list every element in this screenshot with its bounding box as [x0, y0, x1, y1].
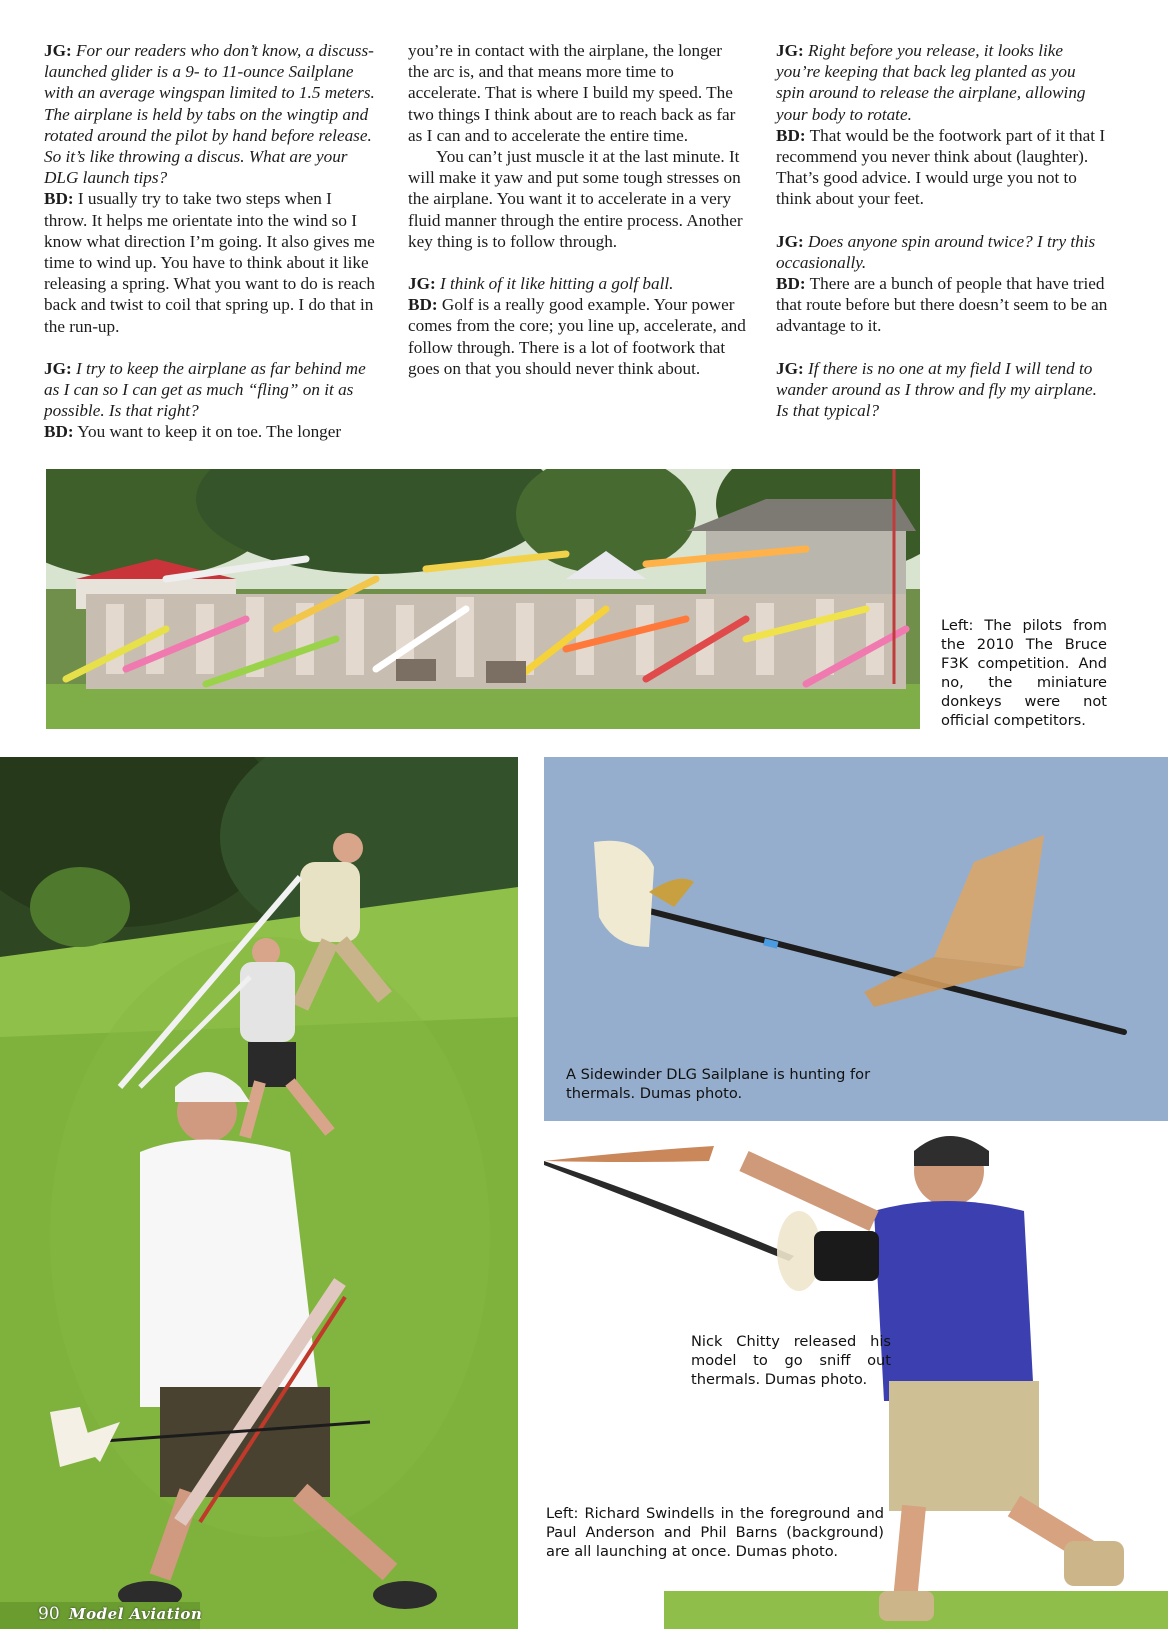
article-column-2	[408, 40, 746, 379]
speaker-label: BD:	[776, 125, 806, 145]
question-paragraph	[408, 273, 746, 294]
speaker-label: JG:	[408, 274, 436, 294]
question-paragraph	[776, 231, 1108, 273]
question-text: Does anyone spin around twice? I try this occasionally.	[776, 231, 1096, 272]
answer-text: That would be the footwork part of it that I recommend you never think about (laughter). That’s good advice. I would urge you not to think about your feet.	[776, 125, 1106, 209]
speaker-label: BD:	[408, 295, 438, 315]
launching-pilots-photo	[0, 757, 518, 1629]
question-text: Right before you release, it looks like you’re keeping that back leg planted as you spin around to release the airplane, allowing your body to rotate.	[776, 41, 1086, 124]
group-photo-caption: Left: The pilots from the 2010 The Bruce F3K competition. And no, the miniature donkeys were not official competitors.	[941, 617, 1107, 729]
question-text: For our readers who don’t know, a discuss-launched glider is a 9- to 11-ounce Sailplane with an average wingspan limited to 1.5 meters. The airplane is held by tabs on the wingtip and rotated around the pilot by hand before release. So it’s like throwing a discus. What are your DLG launch tips?	[44, 41, 375, 188]
group-photo	[46, 469, 920, 729]
answer-paragraph	[44, 188, 376, 336]
question-paragraph	[776, 40, 1108, 125]
speaker-label: BD:	[776, 274, 806, 294]
speaker-label: JG:	[44, 41, 72, 60]
answer-text: I usually try to take two steps when I throw. It helps me orientate into the wind so I know what direction I’m going. It also gives me time to wind up. You have to think about it like releasing a spring. What you want to do is reach back and twist to coil that spring up. I do that in the run-up.	[44, 189, 375, 336]
speaker-label: JG:	[776, 41, 804, 60]
answer-paragraph	[408, 40, 746, 146]
answer-text: Golf is a really good example. Your power comes from the core; you line up, accelerate, and follow through. There is a lot of footwork that goes on that you should never think about.	[408, 295, 746, 378]
question-paragraph	[776, 358, 1108, 422]
sidewinder-caption: A Sidewinder DLG Sailplane is hunting for thermals. Dumas photo.	[566, 1066, 871, 1102]
speaker-label: BD:	[44, 189, 74, 209]
answer-paragraph	[776, 125, 1108, 210]
question-text: I think of it like hitting a golf ball.	[439, 274, 674, 294]
question-paragraph	[44, 40, 376, 188]
magazine-name: Model Aviation	[69, 1605, 203, 1623]
answer-paragraph	[776, 273, 1108, 337]
answer-paragraph	[408, 146, 746, 252]
answer-paragraph	[44, 421, 376, 442]
question-paragraph	[44, 358, 376, 422]
launching-pilots-caption: Left: Richard Swindells in the foreground and Paul Anderson and Phil Barns (background) are all launching at once. Dumas photo.	[546, 1505, 884, 1560]
page-number: 90	[38, 1604, 60, 1624]
speaker-label: JG:	[776, 358, 804, 378]
article-column-3	[776, 40, 1108, 421]
question-text: If there is no one at my field I will tend to wander around as I throw and fly my airplane. Is that typical?	[776, 358, 1097, 421]
answer-text: you’re in contact with the airplane, the longer the arc is, and that means more time to accelerate. That is where I build my speed. The two things I think about are to reach back as far as I can and to accelerate the entire time.	[408, 41, 736, 145]
speaker-label: JG:	[776, 231, 804, 251]
answer-text: You want to keep it on toe. The longer	[77, 422, 342, 442]
question-text: I try to keep the airplane as far behind me as I can so I can get as much “fling” on it as possible. Is that right?	[44, 358, 366, 421]
answer-text: There are a bunch of people that have tried that route before but there doesn’t seem to be an advantage to it.	[776, 274, 1108, 336]
article-column-1	[44, 40, 376, 443]
page-footer	[38, 1604, 202, 1624]
nick-chitty-caption: Nick Chitty released his model to go sniff out thermals. Dumas photo.	[691, 1333, 891, 1388]
speaker-label: JG:	[44, 358, 72, 378]
answer-text: You can’t just muscle it at the last minute. It will make it yaw and put some tough stresses on the airplane. You want it to accelerate in a very fluid manner through the entire process. Another key thing is to follow through.	[408, 147, 743, 251]
speaker-label: BD:	[44, 422, 74, 442]
answer-paragraph	[408, 294, 746, 379]
